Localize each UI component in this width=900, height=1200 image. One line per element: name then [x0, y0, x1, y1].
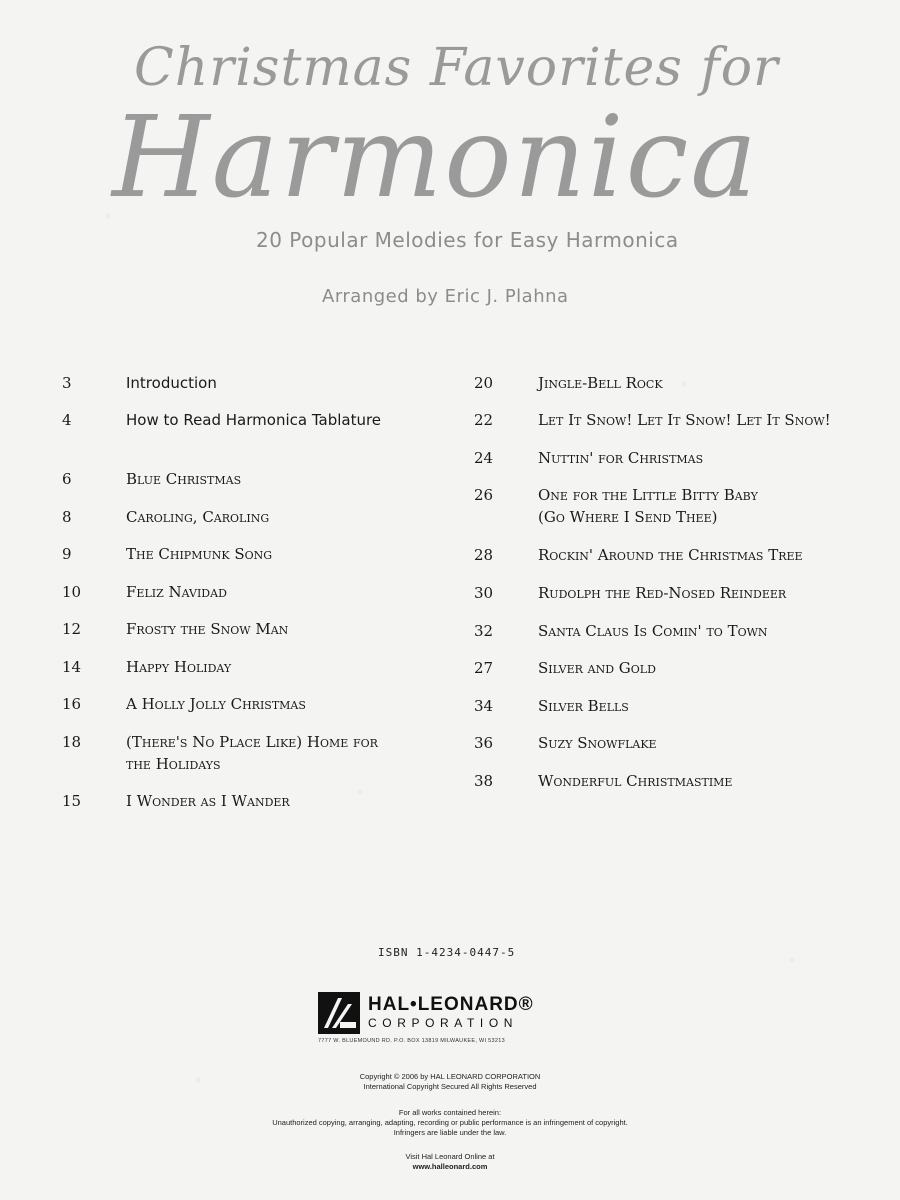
toc-title: Jingle-Bell Rock — [538, 374, 663, 392]
toc-title: Let It Snow! Let It Snow! Let It Snow! — [538, 411, 831, 429]
toc-entry — [62, 506, 269, 528]
toc-title: Silver Bells — [538, 697, 629, 715]
toc-title: How to Read Harmonica Tablature — [126, 411, 382, 429]
toc-page-number: 38 — [474, 772, 494, 790]
toc-title: Feliz Navidad — [126, 583, 227, 601]
toc-page-number: 30 — [474, 584, 494, 602]
toc-title: Blue Christmas — [126, 470, 242, 488]
toc-title: The Chipmunk Song — [126, 545, 273, 563]
toc-page-number: 3 — [62, 374, 72, 392]
toc-title-line-2: (Go Where I Send Thee) — [538, 508, 718, 526]
toc-page-number: 8 — [62, 508, 72, 526]
toc-page-number: 22 — [474, 411, 494, 429]
toc-entry — [474, 657, 656, 679]
toc-page-number: 28 — [474, 546, 494, 564]
copyright-line-2: International Copyright Secured All Rights Reserved — [363, 1082, 537, 1091]
toc-title: Frosty the Snow Man — [126, 620, 289, 638]
toc-entry — [62, 581, 227, 603]
isbn: ISBN 1-4234-0447-5 — [378, 946, 516, 959]
toc-page-number: 4 — [62, 411, 72, 429]
toc-entry — [474, 447, 703, 469]
toc-title — [538, 484, 758, 528]
arranger-credit: Arranged by Eric J. Plahna — [322, 286, 569, 307]
toc-page-number: 32 — [474, 622, 494, 640]
toc-title: Caroling, Caroling — [126, 508, 270, 526]
toc-page-number: 34 — [474, 697, 494, 715]
toc-title: Wonderful Christmastime — [538, 772, 733, 790]
toc-page-number: 36 — [474, 734, 494, 752]
toc-title: Nuttin' for Christmas — [538, 449, 704, 467]
toc-title: I Wonder as I Wander — [126, 792, 290, 810]
toc-title — [126, 731, 378, 775]
toc-page-number: 6 — [62, 470, 72, 488]
notice-line-1: For all works contained herein: — [398, 1108, 502, 1117]
toc-page-number: 10 — [62, 583, 82, 601]
toc-entry — [62, 543, 272, 565]
toc-page-number: 12 — [62, 620, 82, 638]
hal-leonard-logo-icon — [318, 992, 360, 1034]
toc-entry — [62, 372, 217, 394]
toc-title: Rudolph the Red-Nosed Reindeer — [538, 584, 787, 602]
toc-entry — [474, 372, 663, 394]
website-url: www.halleonard.com — [412, 1162, 488, 1171]
toc-entry — [474, 409, 831, 431]
publisher-logo — [318, 992, 588, 1050]
toc-entry — [474, 732, 657, 754]
title-line-1: Christmas Favorites for — [134, 38, 779, 98]
toc-entry — [62, 731, 378, 775]
toc-title: Rockin' Around the Christmas Tree — [538, 546, 803, 564]
toc-page-number: 15 — [62, 792, 82, 810]
toc-entry — [474, 484, 758, 528]
toc-page-number: 27 — [474, 659, 494, 677]
toc-page-number: 26 — [474, 486, 494, 504]
toc-title: Santa Claus Is Comin' to Town — [538, 622, 768, 640]
toc-title: Silver and Gold — [538, 659, 656, 677]
toc-title: Introduction — [126, 374, 217, 392]
toc-page-number: 20 — [474, 374, 494, 392]
toc-entry — [62, 409, 381, 431]
toc-title: A Holly Jolly Christmas — [126, 695, 306, 713]
toc-entry — [62, 693, 306, 715]
publisher-corporation: CORPORATION — [368, 1016, 519, 1030]
notice-line-3: Infringers are liable under the law. — [393, 1128, 507, 1137]
toc-entry — [474, 695, 629, 717]
toc-page-number: 16 — [62, 695, 82, 713]
toc-page-number: 14 — [62, 658, 82, 676]
toc-entry — [474, 770, 732, 792]
toc-entry — [62, 468, 241, 490]
toc-title-line-2: the Holidays — [126, 755, 221, 773]
toc-entry — [62, 790, 290, 812]
title-line-2: Harmonica — [112, 93, 760, 223]
toc-entry — [62, 618, 288, 640]
notice-line-2: Unauthorized copying, arranging, adapting, recording or public performance is an infringement of copyright. — [272, 1118, 628, 1127]
toc-title-line-1: (There's No Place Like) Home for — [126, 733, 378, 751]
toc-page-number: 24 — [474, 449, 494, 467]
toc-entry — [474, 620, 768, 642]
copyright-line-1: Copyright © 2006 by HAL LEONARD CORPORATION — [359, 1072, 541, 1081]
toc-page-number: 18 — [62, 733, 82, 751]
subtitle: 20 Popular Melodies for Easy Harmonica — [256, 228, 679, 252]
toc-title-line-1: One for the Little Bitty Baby — [538, 486, 758, 504]
toc-entry — [62, 656, 231, 678]
website-line-1: Visit Hal Leonard Online at — [405, 1152, 495, 1161]
toc-title: Suzy Snowflake — [538, 734, 657, 752]
toc-entry — [474, 582, 786, 604]
toc-page-number: 9 — [62, 545, 72, 563]
toc-title: Happy Holiday — [126, 658, 232, 676]
publisher-name: HAL•LEONARD® — [368, 994, 534, 1015]
toc-entry — [474, 544, 803, 566]
publisher-address: 7777 W. BLUEMOUND RD. P.O. BOX 13819 MILWAUKEE, WI 53213 — [318, 1038, 505, 1044]
